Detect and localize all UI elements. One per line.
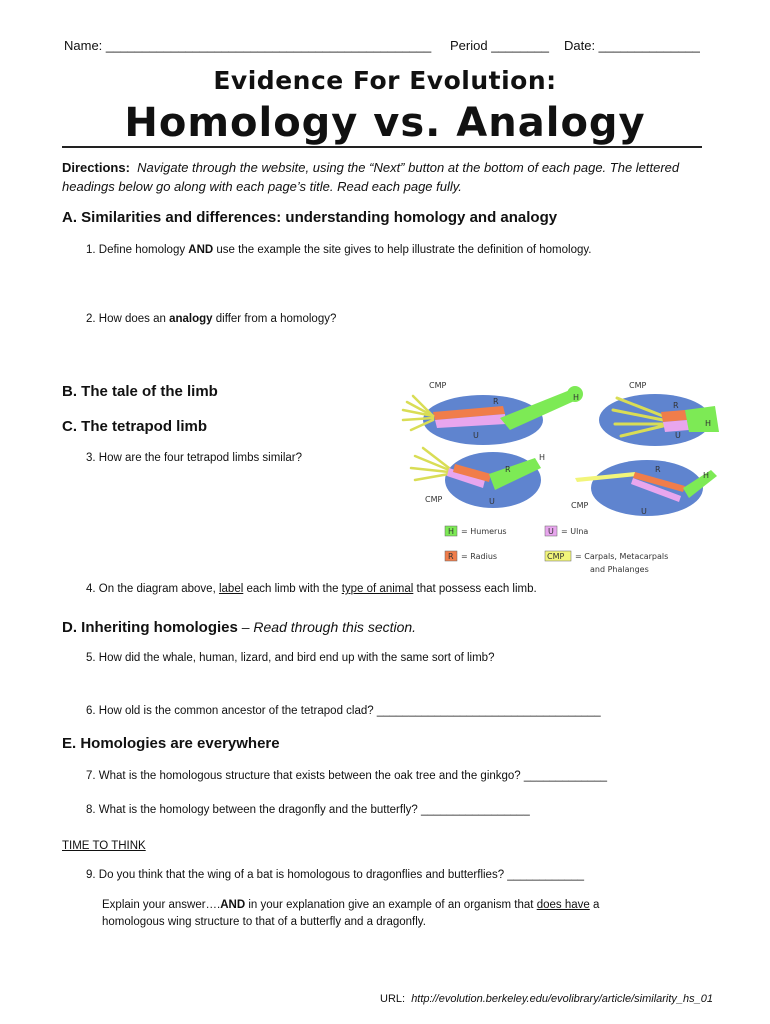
- h-label-1: H: [573, 393, 580, 402]
- legend-cmp-key: CMP: [547, 552, 565, 561]
- h-label-3: H: [539, 453, 546, 462]
- u-label-1: U: [473, 431, 479, 440]
- title-line-1: Evidence For Evolution:: [213, 66, 557, 95]
- cmp-label-1: CMP: [429, 381, 447, 390]
- section-a-heading: A. Similarities and differences: understanding homology and analogy: [62, 209, 558, 226]
- legend-u-text: = Ulna: [561, 527, 589, 536]
- title-line-2: Homology vs. Analogy: [124, 100, 646, 146]
- legend-h-text: = Humerus: [461, 527, 507, 536]
- diagram-legend: [445, 526, 668, 574]
- question-1: 1. Define homology AND use the example the site gives to help illustrate the definition of homology.: [86, 244, 592, 256]
- footer-url-label: URL:: [380, 993, 406, 1005]
- limb-bottom-right: [571, 460, 717, 516]
- limb-bottom-left: [411, 448, 545, 508]
- section-e-heading: E. Homologies are everywhere: [62, 735, 280, 752]
- directions-text: Navigate through the website, using the “Next” button at the bottom of each page. The lettered headings below go along with each page’s title. Read each page fully.: [62, 160, 680, 194]
- directions-label: Directions:: [62, 160, 130, 175]
- section-c-heading: C. The tetrapod limb: [62, 418, 208, 435]
- h-label-2: H: [705, 419, 712, 428]
- time-to-think-heading: TIME TO THINK: [62, 840, 146, 852]
- h-label-4: H: [703, 471, 710, 480]
- legend-cmp-text-2: and Phalanges: [590, 565, 649, 574]
- period-field-label: Period ________: [450, 38, 550, 53]
- footer-url: [380, 993, 713, 1005]
- limb-top-right: [599, 381, 719, 446]
- legend-cmp-text: = Carpals, Metacarpals: [575, 552, 669, 561]
- legend-h-key: H: [448, 527, 455, 536]
- explain-prompt-line-2: homologous wing structure to that of a butterfly and a dragonfly.: [102, 916, 426, 928]
- question-5: 5. How did the whale, human, lizard, and bird end up with the same sort of limb?: [86, 652, 495, 664]
- question-7: 7. What is the homologous structure that exists between the oak tree and the ginkgo? _____________: [86, 770, 608, 782]
- name-field-label: Name: _____________________________________________: [64, 38, 432, 53]
- question-2: 2. How does an analogy differ from a homology?: [86, 313, 337, 325]
- title-rule: [62, 146, 702, 148]
- r-label-3: R: [505, 465, 511, 474]
- cmp-label-2: CMP: [629, 381, 647, 390]
- cmp-label-4: CMP: [571, 501, 589, 510]
- section-d-heading: D. Inheriting homologies – Read through this section.: [62, 619, 417, 636]
- legend-r-key: R: [448, 552, 454, 561]
- u-label-4: U: [641, 507, 647, 516]
- u-label-2: U: [675, 431, 681, 440]
- footer-url-link[interactable]: http://evolution.berkeley.edu/evolibrary/article/similarity_hs_01: [411, 993, 714, 1005]
- r-label-2: R: [673, 401, 679, 410]
- question-3: 3. How are the four tetrapod limbs similar?: [86, 452, 303, 464]
- u-label-3: U: [489, 497, 495, 506]
- directions: [62, 158, 702, 196]
- question-8: 8. What is the homology between the dragonfly and the butterfly? _________________: [86, 804, 530, 816]
- section-b-heading: B. The tale of the limb: [62, 383, 218, 400]
- limb-top-left: [403, 381, 583, 445]
- question-6: 6. How old is the common ancestor of the tetrapod clad? ___________________________________: [86, 705, 601, 717]
- r-label-1: R: [493, 397, 499, 406]
- legend-r-text: = Radius: [461, 552, 498, 561]
- question-4: 4. On the diagram above, label each limb with the type of animal that possess each limb.: [86, 583, 537, 595]
- question-9: 9. Do you think that the wing of a bat is homologous to dragonflies and butterflies? ____________: [86, 869, 585, 881]
- legend-u-key: U: [548, 527, 554, 536]
- explain-prompt: Explain your answer….AND in your explanation give an example of an organism that does have a: [102, 899, 600, 911]
- date-field-label: Date: ______________: [564, 38, 700, 53]
- cmp-label-3: CMP: [425, 495, 443, 504]
- r-label-4: R: [655, 465, 661, 474]
- tetrapod-limb-diagram: [385, 376, 720, 581]
